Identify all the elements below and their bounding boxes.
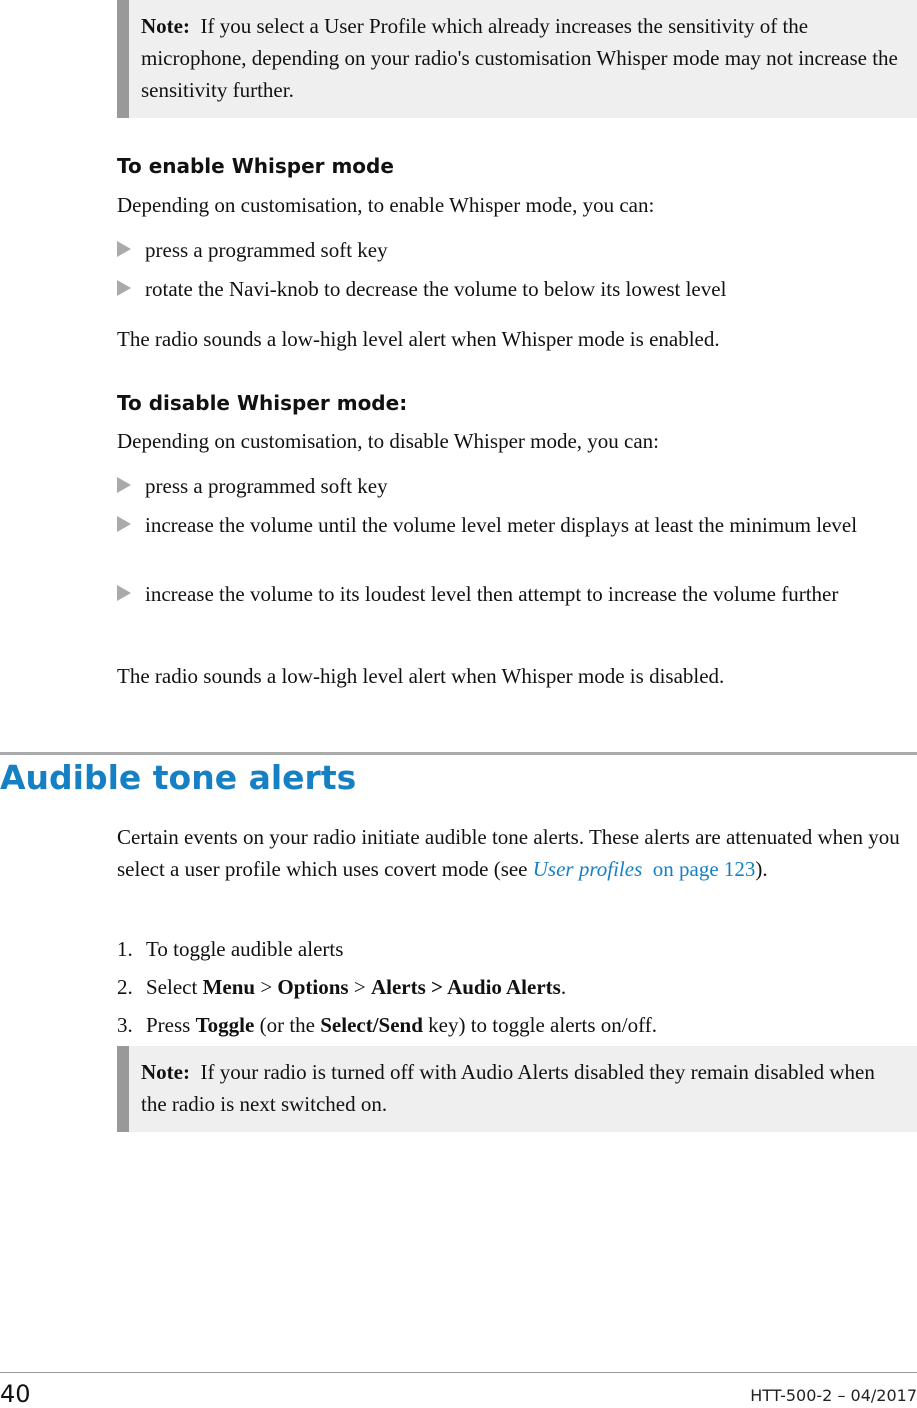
section-title: Audible tone alerts — [0, 758, 357, 797]
step-item: 1. To toggle audible alerts — [117, 937, 344, 961]
paragraph: Depending on customisation, to enable Whisper mode, you can: — [117, 193, 655, 217]
note-box — [117, 1046, 917, 1132]
cross-reference-link[interactable]: User profiles on page 123 — [532, 857, 756, 881]
note-text: If you select a User Profile which already increases the sensitivity of the microphone, depending on your radio's customisation Whisper mode may not increase the sensitivity further. — [141, 14, 898, 102]
paragraph: The radio sounds a low-high level alert when Whisper mode is enabled. — [117, 327, 720, 351]
list-item: press a programmed soft key — [117, 470, 917, 502]
footer-rule — [0, 1372, 917, 1373]
paragraph: Depending on customisation, to disable Whisper mode, you can: — [117, 429, 660, 453]
numbered-steps — [117, 933, 907, 1047]
bullet-arrow-icon — [117, 516, 131, 532]
list-item: increase the volume until the volume level meter displays at least the minimum level — [117, 509, 917, 541]
step-item: 3. Press Toggle (or the Select/Send key) to toggle alerts on/off. — [117, 1013, 657, 1037]
bullet-arrow-icon — [117, 585, 131, 601]
list-item: rotate the Navi-knob to decrease the volume to below its lowest level — [117, 273, 917, 305]
note-text: If your radio is turned off with Audio Alerts disabled they remain disabled when the radio is next switched on. — [141, 1060, 875, 1116]
bullet-arrow-icon — [117, 241, 131, 257]
paragraph: The radio sounds a low-high level alert when Whisper mode is disabled. — [117, 664, 725, 688]
bullet-arrow-icon — [117, 280, 131, 296]
list-item: press a programmed soft key — [117, 234, 917, 266]
section-divider — [0, 752, 917, 755]
bullet-arrow-icon — [117, 477, 131, 493]
note-label: Note: — [141, 14, 190, 38]
note-label: Note: — [141, 1060, 190, 1084]
list-item: increase the volume to its loudest level then attempt to increase the volume further — [117, 578, 917, 610]
section-heading: To disable Whisper mode: — [117, 391, 408, 415]
page-number: 40 — [0, 1380, 31, 1408]
document-id: HTT-500-2 – 04/2017 — [750, 1386, 917, 1405]
paragraph: Certain events on your radio initiate audible tone alerts. These alerts are attenuated when you select a user profile which uses covert mode (see User profiles on page 123). — [117, 825, 900, 881]
section-heading: To enable Whisper mode — [117, 154, 394, 178]
step-item: 2. Select Menu > Options > Alerts > Audio Alerts. — [117, 975, 567, 999]
note-box — [117, 0, 917, 118]
